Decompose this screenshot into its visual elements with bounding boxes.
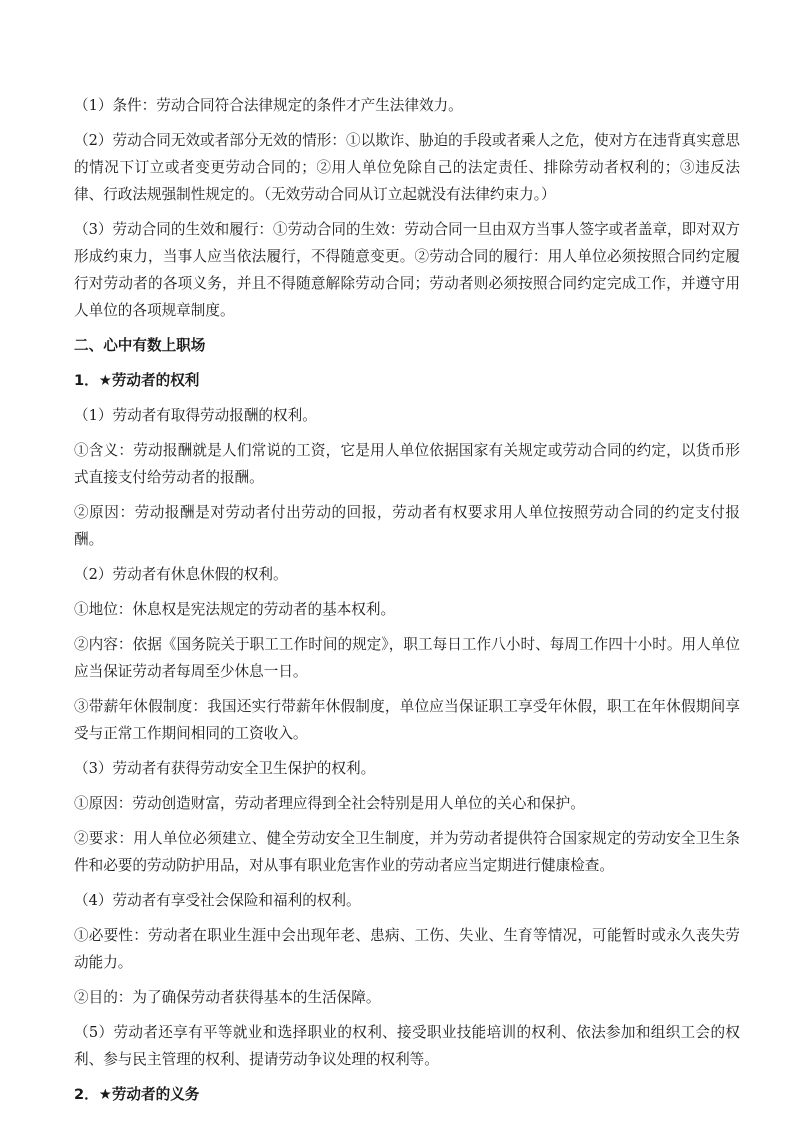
paragraph-right-remuneration: （1）劳动者有取得劳动报酬的权利。 xyxy=(74,407,317,424)
paragraph-insurance-purpose: ②目的：为了确保劳动者获得基本的生活保障。 xyxy=(74,989,381,1006)
subsection-heading-obligations: 2．★劳动者的义务 xyxy=(74,1086,200,1103)
paragraph-other-rights: （5）劳动者还享有平等就业和选择职业的权利、接受职业技能培训的权利、依法参加和组织工会的权利、参与民主管理的权利、提请劳动争议处理的权利等。 xyxy=(74,1024,740,1068)
paragraph-paid-leave: ③带薪年休假制度：我国还实行带薪年休假制度，单位应当保证职工享受年休假，职工在年休假期间享受与正常工作期间相同的工资收入。 xyxy=(74,698,740,742)
paragraph-safety-reason: ①原因：劳动创造财富，劳动者理应得到全社会特别是用人单位的关心和保护。 xyxy=(74,795,585,812)
paragraph-right-rest: （2）劳动者有休息休假的权利。 xyxy=(74,566,288,583)
paragraph-conditions: （1）条件：劳动合同符合法律规定的条件才产生法律效力。 xyxy=(74,97,463,114)
paragraph-effect-performance: （3）劳动合同的生效和履行：①劳动合同的生效：劳动合同一旦由双方当事人签字或者盖章，即对双方形成约束力，当事人应当依法履行，不得随意变更。②劳动合同的履行：用人单位必须按照合同约定履行对劳动者的各项义务，并且不得随意解除劳动合同；劳动者则必须按照合同约定完成工作，并遵守用人单位的各项规章制度。 xyxy=(74,221,741,319)
paragraph-remuneration-meaning: ①含义：劳动报酬就是人们常说的工资，它是用人单位依据国家有关规定或劳动合同的约定，以货币形式直接支付给劳动者的报酬。 xyxy=(74,442,740,486)
paragraph-rest-status: ①地位：休息权是宪法规定的劳动者的基本权利。 xyxy=(74,601,396,618)
paragraph-safety-requirement: ②要求：用人单位必须建立、健全劳动安全卫生制度，并为劳动者提供符合国家规定的劳动安全卫生条件和必要的劳动防护用品，对从事有职业危害作业的劳动者应当定期进行健康检查。 xyxy=(74,830,740,874)
subsection-heading-rights: 1．★劳动者的权利 xyxy=(74,372,200,389)
paragraph-remuneration-reason: ②原因：劳动报酬是对劳动者付出劳动的回报，劳动者有权要求用人单位按照劳动合同的约定支付报酬。 xyxy=(74,504,740,548)
paragraph-right-safety: （3）劳动者有获得劳动安全卫生保护的权利。 xyxy=(74,760,376,777)
paragraph-rest-content: ②内容：依据《国务院关于职工工作时间的规定》，职工每日工作八小时、每周工作四十小时。用人单位应当保证劳动者每周至少休息一日。 xyxy=(74,636,740,680)
paragraph-right-insurance: （4）劳动者有享受社会保险和福利的权利。 xyxy=(74,892,361,909)
paragraph-invalid-contract: （2）劳动合同无效或者部分无效的情形：①以欺诈、胁迫的手段或者乘人之危，使对方在违背真实意思的情况下订立或者变更劳动合同的；②用人单位免除自己的法定责任、排除劳动者权利的；③违反法律、行政法规强制性规定的。（无效劳动合同从订立起就没有法律约束力。） xyxy=(74,132,741,203)
section-heading: 二、心中有数上职场 xyxy=(74,337,206,354)
paragraph-insurance-necessity: ①必要性：劳动者在职业生涯中会出现年老、患病、工伤、失业、生育等情况，可能暂时或永久丧失劳动能力。 xyxy=(74,927,740,971)
